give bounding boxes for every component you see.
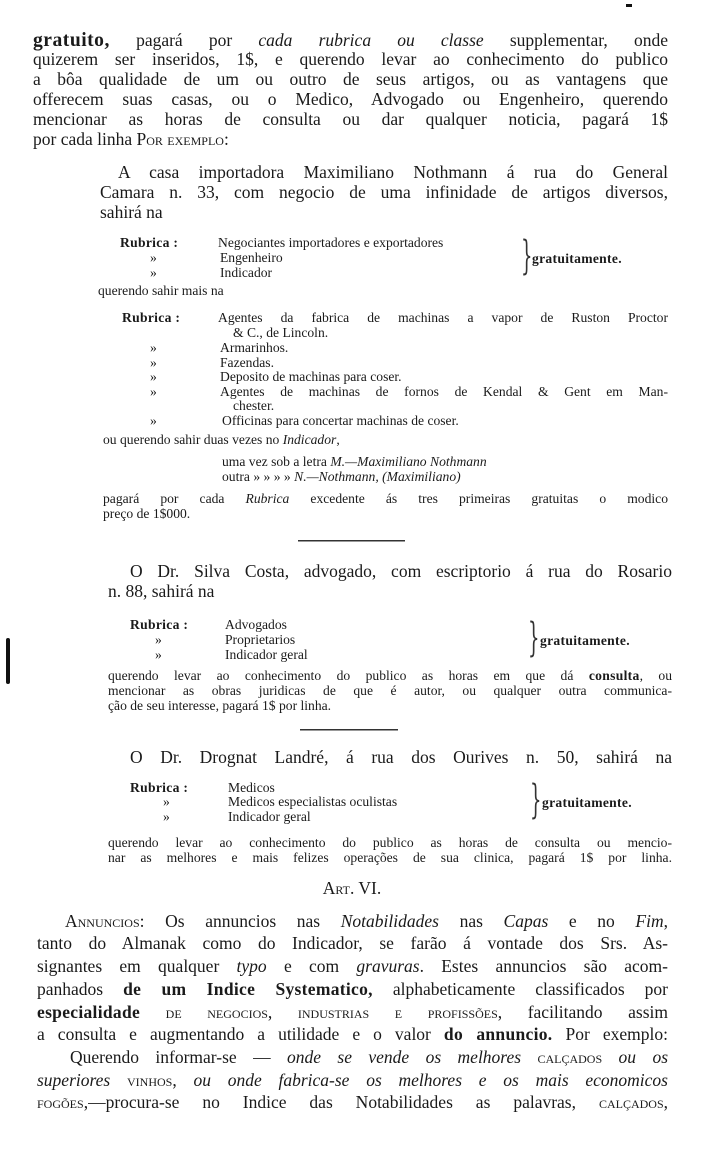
article-line: [37, 958, 668, 976]
text-run: superiores: [37, 1070, 111, 1090]
text-run: onde se vende os melhores: [286, 1047, 522, 1067]
text-run: supplementar, onde: [483, 30, 668, 50]
article-line: [65, 913, 668, 931]
text-run: Por exemplo:: [552, 1024, 668, 1044]
article-line: [37, 981, 668, 999]
text-run: ,: [336, 432, 340, 447]
text-run: outra » » » »: [222, 469, 295, 484]
text-run: fogões: [37, 1092, 84, 1112]
text-run: especialidade: [37, 1002, 141, 1022]
text-run: ,—procura-se no Indice das Notabilidades as palavras,: [83, 1092, 599, 1112]
more-intro: querendo sahir mais na: [98, 283, 224, 298]
brace-icon: }: [521, 233, 533, 279]
text-run: ou querendo sahir duas vezes no: [103, 432, 283, 447]
article-line: [37, 1072, 668, 1090]
text-run: Rubrica: [245, 491, 290, 506]
intro-line: [33, 71, 668, 89]
example1-para: [100, 184, 668, 202]
text-run: calçados: [521, 1047, 619, 1067]
text-run: M.—Maximiliano Nothmann: [330, 454, 487, 469]
text-run: Capas: [503, 911, 549, 931]
intro-line: [33, 111, 668, 129]
article-line: [37, 1026, 668, 1044]
free-label: gratuitamente.: [540, 633, 630, 648]
text-run: consulta: [588, 668, 640, 683]
ditto-mark: »: [150, 340, 157, 355]
print-mark: [626, 4, 632, 7]
note-line: [108, 851, 672, 865]
text-run: Notabilidades: [340, 911, 439, 931]
text-run: N.—Nothmann, (Maximiliano): [294, 469, 461, 484]
ditto-mark: »: [163, 809, 170, 824]
text-run: O Dr. Silva Costa, advogado, com escriptorio á rua do Rosario: [130, 561, 672, 581]
text-run: ou onde fabrica-se os melhores e os mais economicos: [193, 1070, 668, 1090]
text-run: pagará por: [109, 30, 259, 50]
text-run: O Dr. Drognat Landré, á rua dos Ourives n. 50, sahirá na: [130, 747, 672, 767]
example3-para: [130, 749, 672, 767]
text-run: : Os annuncios nas: [139, 911, 341, 931]
text-run: , facilitando assim: [497, 1002, 668, 1022]
text-run: a consulta e augmentando a utilidade e o valor: [37, 1024, 444, 1044]
rubrica-item: Indicador geral: [228, 809, 311, 824]
text-run: preço de 1$000.: [103, 506, 191, 521]
rubrica-item: & C., de Lincoln.: [233, 325, 329, 340]
rubrica-item: Officinas para concertar machinas de coser.: [222, 413, 459, 428]
rubrica-item: Negociantes importadores e exportadores: [218, 235, 444, 250]
text-run: offerecem suas casas, ou o Medico, Advogado ou Engenheiro, querendo: [33, 89, 668, 109]
text-run: ,: [663, 911, 668, 931]
ditto-mark: »: [150, 384, 157, 399]
text-run: :: [223, 129, 229, 149]
text-run: e com: [266, 956, 357, 976]
text-run: e no: [548, 911, 636, 931]
ditto-mark: »: [155, 647, 162, 662]
price-line: [103, 507, 190, 521]
note-line: [108, 836, 672, 850]
ditto-mark: »: [163, 794, 170, 809]
text-run: de negocios, industrias e profissões: [140, 1002, 498, 1022]
rubrica-label: Rubrica :: [122, 310, 181, 325]
text-run: Camara n. 33, com negocio de uma infinidade de artigos diversos,: [100, 182, 668, 202]
ditto-mark: »: [150, 355, 157, 370]
twice-line: [222, 470, 461, 484]
intro-line: [33, 131, 229, 149]
text-run: ,: [663, 1092, 668, 1112]
text-run: uma vez sob a letra: [222, 454, 331, 469]
text-run: ção de seu interesse, pagará 1$ por linha.: [108, 698, 332, 713]
article-line: [37, 935, 668, 953]
text-run: vinhos,: [110, 1070, 194, 1090]
rubrica-label: Rubrica :: [120, 235, 179, 250]
text-run: n. 88, sahirá na: [108, 581, 215, 601]
text-run: alphabeticamente classificados por: [372, 979, 668, 999]
example1-para: [100, 204, 163, 222]
rubrica-item: Proprietarios: [225, 632, 296, 647]
ditto-mark: »: [155, 632, 162, 647]
text-run: por cada linha: [33, 129, 137, 149]
text-run: Querendo informar-se —: [70, 1047, 287, 1067]
text-run: do annuncio.: [443, 1024, 553, 1044]
rubrica-item: Indicador: [220, 265, 273, 280]
intro-line: [33, 51, 668, 69]
text-run: sahirá na: [100, 202, 163, 222]
text-run: panhados: [37, 979, 124, 999]
ditto-mark: »: [150, 413, 157, 428]
text-run: calçados: [598, 1092, 664, 1112]
article-line: [37, 1094, 668, 1112]
text-run: gravuras: [356, 956, 420, 976]
article-line: [70, 1049, 668, 1067]
section-divider: [300, 729, 398, 731]
twice-line: [222, 455, 487, 469]
text-run: , ou: [639, 668, 673, 683]
note-line: [108, 699, 331, 713]
text-run: pagará por cada: [103, 491, 246, 506]
text-run: cada rubrica ou classe: [258, 30, 484, 50]
text-run: . Estes annuncios são acom-: [419, 956, 668, 976]
ditto-mark: »: [150, 369, 157, 384]
free-label: gratuitamente.: [532, 251, 622, 266]
section-divider: [298, 540, 405, 542]
rubrica-item: Medicos: [228, 780, 275, 795]
margin-scan-mark: [6, 638, 10, 684]
text-run: querendo levar ao conhecimento do publico as horas de consulta ou mencio-: [108, 835, 672, 850]
text-run: mencionar as obras juridicas de que é autor, ou qualquer outra communica-: [108, 683, 672, 698]
text-run: quizerem ser inseridos, 1$, e querendo levar ao conhecimento do publico: [33, 49, 668, 69]
intro-line: [33, 91, 668, 109]
rubrica-item: Medicos especialistas oculistas: [228, 794, 398, 809]
free-label: gratuitamente.: [542, 795, 632, 810]
text-run: typo: [236, 956, 267, 976]
rubrica-item: Advogados: [225, 617, 287, 632]
example2-para: [130, 563, 672, 581]
rubrica-item: chester.: [233, 398, 275, 413]
note-line: [108, 669, 672, 683]
article-line: [37, 1004, 668, 1022]
text-run: gratuito,: [33, 30, 110, 51]
text-run: mencionar as horas de consulta ou dar qualquer noticia, pagará 1$: [33, 109, 668, 129]
text-run: querendo levar ao conhecimento do publico as horas em que dá: [108, 668, 589, 683]
text-run: Por exemplo: [136, 129, 224, 149]
twice-intro: [103, 433, 340, 447]
rubrica-item: Indicador geral: [225, 647, 308, 662]
note-line: [108, 684, 672, 698]
text-run: ou os: [618, 1047, 669, 1067]
text-run: tanto do Almanak como do Indicador, se farão á vontade dos Srs. As-: [37, 933, 668, 953]
rubrica-item: Armarinhos.: [220, 340, 289, 355]
text-run: a bôa qualidade de um ou outro de seus artigos, ou as vantagens que: [33, 69, 668, 89]
rubrica-item: Engenheiro: [220, 250, 283, 265]
text-run: A casa importadora Maximiliano Nothmann á rua do General: [118, 162, 668, 182]
rubrica-label: Rubrica :: [130, 780, 189, 795]
rubrica-item: Fazendas.: [220, 355, 274, 370]
text-run: nas: [438, 911, 504, 931]
price-line: [103, 492, 668, 506]
ditto-mark: »: [150, 250, 157, 265]
brace-icon: }: [528, 615, 540, 661]
text-run: signantes em qualquer: [37, 956, 237, 976]
text-run: Annuncios: [65, 911, 140, 931]
text-run: excedente ás tres primeiras gratuitas o modico: [289, 491, 668, 506]
rubrica-item: Deposito de machinas para coser.: [220, 369, 402, 384]
ditto-mark: »: [150, 265, 157, 280]
text-run: nar as melhores e mais felizes operações de sua clinica, pagará 1$ por linha.: [108, 850, 672, 865]
rubrica-label: Rubrica :: [130, 617, 189, 632]
text-run: de um Indice Systematico,: [123, 979, 373, 999]
text-run: Fim: [635, 911, 664, 931]
rubrica-item: Agentes de machinas de fornos de Kendal & Gent em Man-: [220, 384, 668, 399]
rubrica-item: Agentes da fabrica de machinas a vapor de Ruston Proctor: [218, 310, 668, 325]
example1-para: [118, 164, 668, 182]
text-run: Indicador: [282, 432, 337, 447]
example2-para: [108, 583, 214, 601]
intro-line: [33, 31, 668, 51]
article-heading: Art. VI.: [322, 878, 382, 898]
brace-icon: }: [530, 777, 542, 823]
